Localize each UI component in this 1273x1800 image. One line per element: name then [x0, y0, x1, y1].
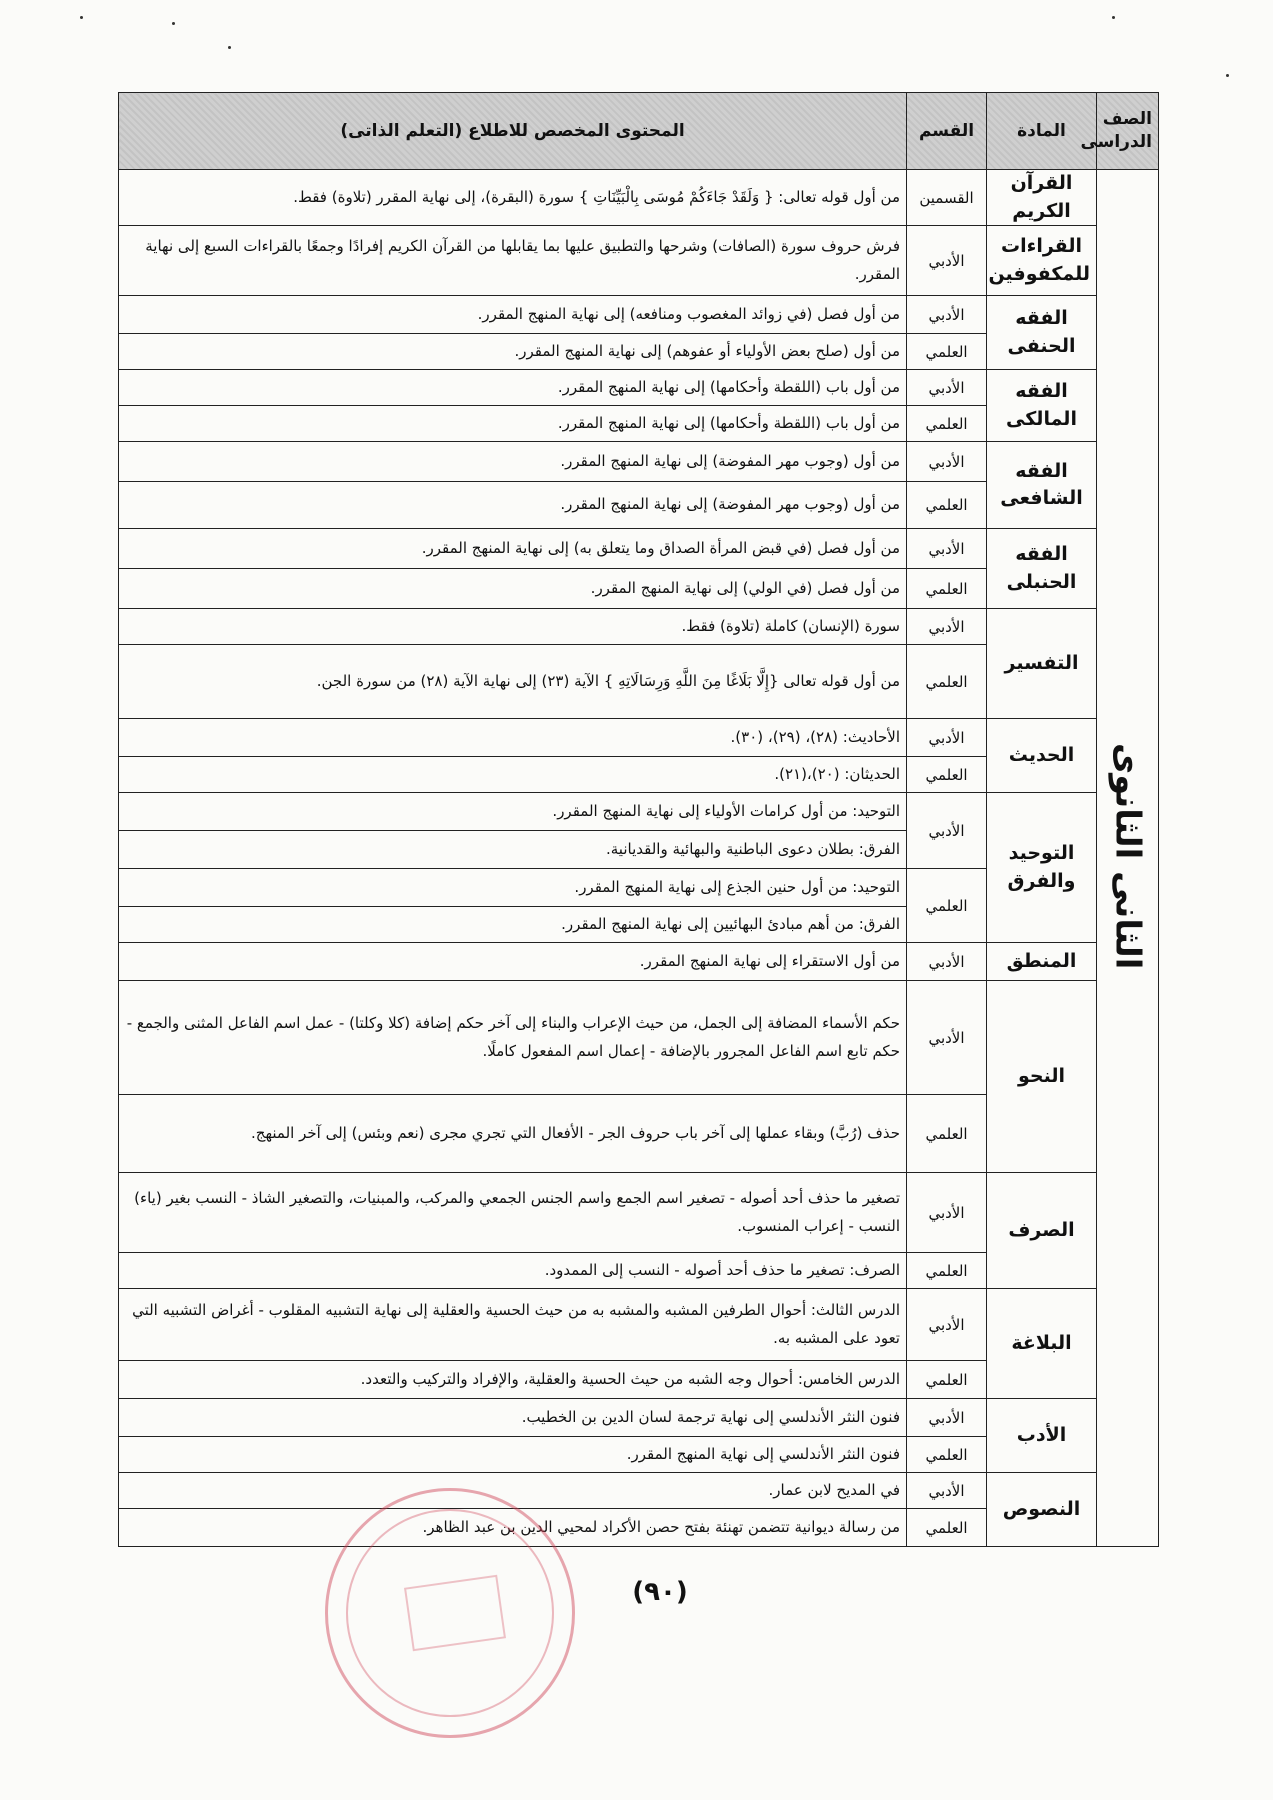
- content-text: من أول فصل (في الولي) إلى نهاية المنهج المقرر.: [119, 569, 907, 609]
- content-text: من أول قوله تعالى: { وَلَقَدْ جَاءَكُمْ مُوسَى بِالْبَيِّنَاتِ } سورة (البقرة)، إلى نهاية المقرر (تلاوة) فقط.: [119, 170, 907, 226]
- scan-speck: [1112, 16, 1115, 19]
- subject-name: التفسير: [987, 609, 1097, 719]
- grade-cell: [1097, 170, 1159, 1547]
- content-text: الأحاديث: (٢٨)، (٢٩)، (٣٠).: [119, 719, 907, 757]
- table-row: [119, 1289, 1159, 1361]
- content-text: سورة (الإنسان) كاملة (تلاوة) فقط.: [119, 609, 907, 645]
- header-subject: المادة: [987, 93, 1097, 170]
- table-row: [119, 943, 1159, 981]
- content-text: التوحيد: من أول كرامات الأولياء إلى نهاية المنهج المقرر.: [119, 793, 907, 831]
- section-label: الأدبي: [907, 529, 987, 569]
- section-label: العلمي: [907, 569, 987, 609]
- section-label: العلمي: [907, 1437, 987, 1473]
- table-row: [119, 1399, 1159, 1437]
- section-label: الأدبي: [907, 370, 987, 406]
- content-text: من أول باب (اللقطة وأحكامها) إلى نهاية المنهج المقرر.: [119, 370, 907, 406]
- grade-label: الثانى الثانوى: [1107, 742, 1148, 970]
- table-row: [119, 1173, 1159, 1253]
- section-label: العلمي: [907, 1361, 987, 1399]
- section-label: القسمين: [907, 170, 987, 226]
- content-text: من أول (وجوب مهر المفوضة) إلى نهاية المنهج المقرر.: [119, 482, 907, 529]
- table-row: [119, 609, 1159, 645]
- table-row: [119, 296, 1159, 334]
- content-text: من أول فصل (في زوائد المغصوب ومنافعه) إلى نهاية المنهج المقرر.: [119, 296, 907, 334]
- scan-speck: [80, 16, 83, 19]
- content-text: تصغير ما حذف أحد أصوله - تصغير اسم الجمع واسم الجنس الجمعي والمركب، والمبنيات، والتصغير الشاذ - النسب بغير (ياء) النسب - إعراب المنسوب.: [119, 1173, 907, 1253]
- subject-name: الفقه الحنفى: [987, 296, 1097, 370]
- content-text: الدرس الخامس: أحوال وجه الشبه من حيث الحسية والعقلية، والإفراد والتركيب والتعدد.: [119, 1361, 907, 1399]
- content-text: فنون النثر الأندلسي إلى نهاية المنهج المقرر.: [119, 1437, 907, 1473]
- subject-name: الفقه الشافعى: [987, 442, 1097, 529]
- section-label: العلمي: [907, 645, 987, 719]
- table-row: [119, 793, 1159, 831]
- stamp-emblem: [404, 1575, 506, 1651]
- content-text: من أول قوله تعالى {إِلَّا بَلَاغًا مِنَ اللَّهِ وَرِسَالَاتِهِ } الآية (٢٣) إلى نهاية الآية (٢٨) من سورة الجن.: [119, 645, 907, 719]
- subject-name: النحو: [987, 981, 1097, 1173]
- section-label: العلمي: [907, 334, 987, 370]
- content-text: من أول باب (اللقطة وأحكامها) إلى نهاية المنهج المقرر.: [119, 406, 907, 442]
- section-label: العلمي: [907, 757, 987, 793]
- scan-speck: [172, 22, 175, 25]
- page-number: (٩٠): [632, 1577, 688, 1607]
- section-label: العلمي: [907, 406, 987, 442]
- subject-name: الفقه الحنبلى: [987, 529, 1097, 609]
- section-label: العلمي: [907, 1253, 987, 1289]
- content-text: الفرق: بطلان دعوى الباطنية والبهائية والقديانية.: [119, 831, 907, 869]
- scan-speck: [228, 46, 231, 49]
- table-row: [119, 442, 1159, 482]
- subject-name: القرآن الكريم: [987, 170, 1097, 226]
- table-row: [119, 170, 1159, 226]
- section-label: الأدبي: [907, 1289, 987, 1361]
- content-text: حذف (رُبَّ) وبقاء عملها إلى آخر باب حروف الجر - الأفعال التي تجري مجرى (نعم وبئس) إلى آخر المنهج.: [119, 1095, 907, 1173]
- official-stamp: [325, 1488, 575, 1738]
- header-content: المحتوى المخصص للاطلاع (التعلم الذاتى): [119, 93, 907, 170]
- section-label: العلمي: [907, 869, 987, 943]
- content-text: من أول (وجوب مهر المفوضة) إلى نهاية المنهج المقرر.: [119, 442, 907, 482]
- table-header-row: [119, 93, 1159, 170]
- section-label: الأدبي: [907, 943, 987, 981]
- subject-name: الأدب: [987, 1399, 1097, 1473]
- subject-name: القراءات للمكفوفين: [987, 226, 1097, 296]
- subject-name: المنطق: [987, 943, 1097, 981]
- section-label: الأدبي: [907, 296, 987, 334]
- section-label: الأدبي: [907, 719, 987, 757]
- section-label: الأدبي: [907, 981, 987, 1095]
- table-row: [119, 226, 1159, 296]
- section-label: العلمي: [907, 482, 987, 529]
- section-label: الأدبي: [907, 609, 987, 645]
- table-row: [119, 529, 1159, 569]
- table-row: [119, 1473, 1159, 1509]
- curriculum-table: [118, 92, 1159, 1547]
- content-text: من أول فصل (في قبض المرأة الصداق وما يتعلق به) إلى نهاية المنهج المقرر.: [119, 529, 907, 569]
- subject-name: التوحيد والفرق: [987, 793, 1097, 943]
- section-label: الأدبي: [907, 1173, 987, 1253]
- section-label: الأدبي: [907, 1399, 987, 1437]
- content-text: من رسالة ديوانية تتضمن تهنئة بفتح حصن الأكراد لمحيي الدين بن عبد الظاهر.: [119, 1509, 907, 1547]
- header-grade: الصف الدراسى: [1097, 93, 1159, 170]
- table-row: [119, 719, 1159, 757]
- subject-name: الفقه المالكى: [987, 370, 1097, 442]
- content-text: فرش حروف سورة (الصافات) وشرحها والتطبيق عليها بما يقابلها من القرآن الكريم إفرادًا وجمعًا بالقراءات السبع إلى نهاية المقرر.: [119, 226, 907, 296]
- content-text: حكم الأسماء المضافة إلى الجمل، من حيث الإعراب والبناء إلى آخر حكم إضافة (كلا وكلتا) - عمل اسم الفاعل المثنى والجمع - حكم تابع اسم الفاعل المجرور بالإضافة - إعمال اسم المفعول كاملًا.: [119, 981, 907, 1095]
- section-label: العلمي: [907, 1095, 987, 1173]
- section-label: الأدبي: [907, 442, 987, 482]
- section-label: الأدبي: [907, 793, 987, 869]
- section-label: الأدبي: [907, 226, 987, 296]
- section-label: العلمي: [907, 1509, 987, 1547]
- content-text: من أول الاستقراء إلى نهاية المنهج المقرر.: [119, 943, 907, 981]
- content-text: من أول (صلح بعض الأولياء أو عفوهم) إلى نهاية المنهج المقرر.: [119, 334, 907, 370]
- subject-name: البلاغة: [987, 1289, 1097, 1399]
- table-row: [119, 370, 1159, 406]
- subject-name: الصرف: [987, 1173, 1097, 1289]
- content-text: الفرق: من أهم مبادئ البهائيين إلى نهاية المنهج المقرر.: [119, 907, 907, 943]
- section-label: الأدبي: [907, 1473, 987, 1509]
- subject-name: الحديث: [987, 719, 1097, 793]
- subject-name: النصوص: [987, 1473, 1097, 1547]
- content-text: فنون النثر الأندلسي إلى نهاية ترجمة لسان الدين بن الخطيب.: [119, 1399, 907, 1437]
- content-text: التوحيد: من أول حنين الجذع إلى نهاية المنهج المقرر.: [119, 869, 907, 907]
- table-row: [119, 981, 1159, 1095]
- content-text: الحديثان: (٢٠)،(٢١).: [119, 757, 907, 793]
- header-section: القسم: [907, 93, 987, 170]
- content-text: الدرس الثالث: أحوال الطرفين المشبه والمشبه به من حيث الحسية والعقلية إلى نهاية التشبيه المقلوب - أغراض التشبيه التي تعود على المشبه به.: [119, 1289, 907, 1361]
- content-text: الصرف: تصغير ما حذف أحد أصوله - النسب إلى الممدود.: [119, 1253, 907, 1289]
- scan-speck: [1226, 74, 1229, 77]
- content-text: في المديح لابن عمار.: [119, 1473, 907, 1509]
